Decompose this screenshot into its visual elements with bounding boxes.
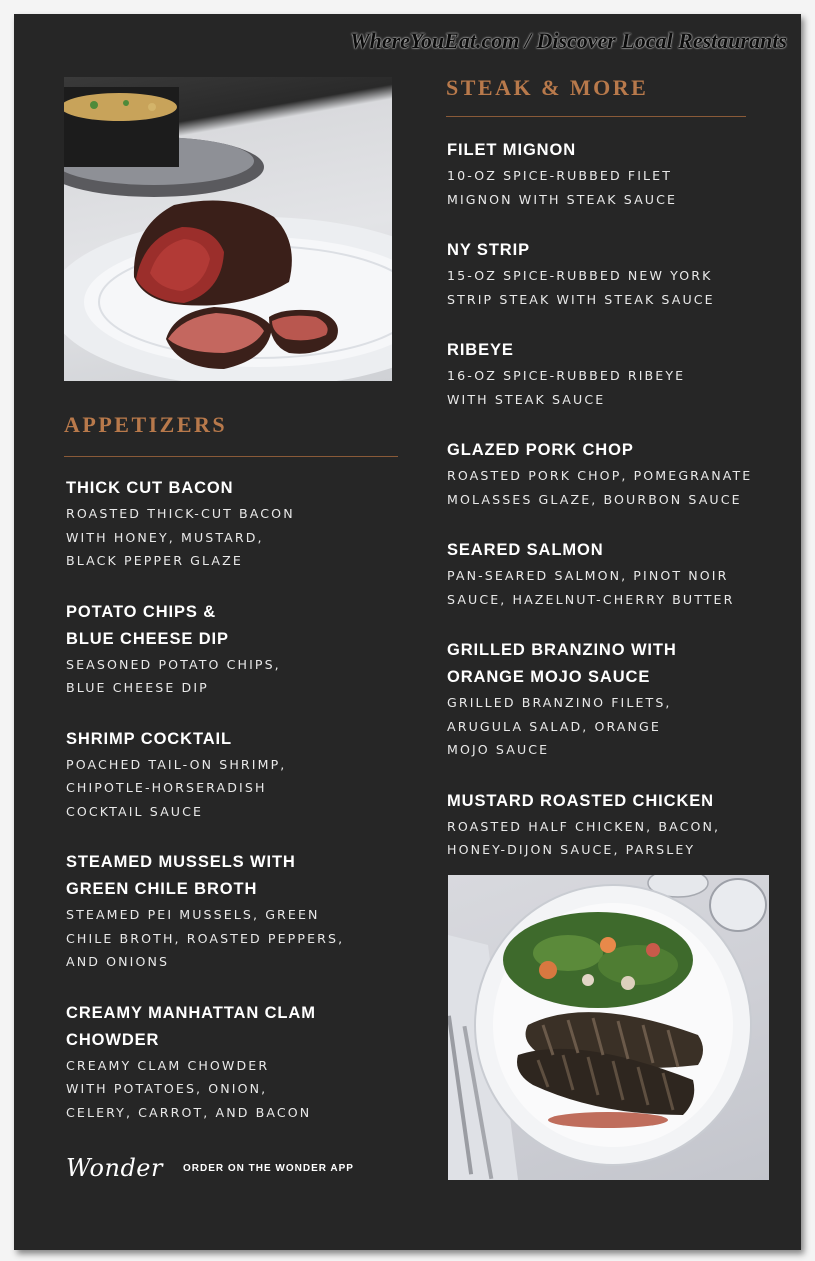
item-name: POTATO CHIPS & BLUE CHEESE DIP xyxy=(66,602,229,648)
item-description: CREAMY CLAM CHOWDER WITH POTATOES, ONION, CELERY, CARROT, AND BACON xyxy=(66,1057,312,1120)
item-description: 16-OZ SPICE-RUBBED RIBEYE WITH STEAK SAUCE xyxy=(447,368,686,407)
appetizers-divider xyxy=(64,456,398,457)
appetizers-list xyxy=(66,475,406,1150)
wonder-logo: Wonder xyxy=(66,1154,163,1182)
menu-item-ny-strip xyxy=(447,237,797,311)
menu-item-ribeye xyxy=(447,337,797,411)
menu-card xyxy=(14,14,801,1250)
item-description: ROASTED THICK-CUT BACON WITH HONEY, MUSTARD, BLACK PEPPER GLAZE xyxy=(66,506,295,568)
item-description: GRILLED BRANZINO FILETS, ARUGULA SALAD, ORANGE MOJO SAUCE xyxy=(447,695,672,757)
menu-item-seared-salmon xyxy=(447,537,797,611)
menu-item-shrimp-cocktail xyxy=(66,726,406,824)
item-name: CREAMY MANHATTAN CLAM CHOWDER xyxy=(66,1003,316,1049)
steak-more-list xyxy=(447,137,797,888)
menu-item-mustard-roasted-chicken xyxy=(447,788,797,862)
item-name: SHRIMP COCKTAIL xyxy=(66,729,232,748)
grilled-branzino-illustration xyxy=(448,875,769,1180)
steak-more-title: STEAK & MORE xyxy=(446,75,649,100)
menu-item-thick-cut-bacon xyxy=(66,475,406,573)
menu-item-steamed-mussels xyxy=(66,849,406,974)
item-description: 10-OZ SPICE-RUBBED FILET MIGNON WITH STEAK SAUCE xyxy=(447,168,678,207)
filet-mignon-photo xyxy=(64,77,392,381)
item-name: THICK CUT BACON xyxy=(66,479,234,497)
item-description: ROASTED HALF CHICKEN, BACON, HONEY-DIJON SAUCE, PARSLEY xyxy=(447,818,721,857)
menu-item-filet-mignon xyxy=(447,137,797,211)
footer xyxy=(66,1154,354,1182)
item-description: POACHED TAIL-ON SHRIMP, CHIPOTLE-HORSERADISH COCKTAIL SAUCE xyxy=(66,756,287,819)
steak-more-divider xyxy=(446,116,746,117)
menu-item-potato-chips xyxy=(66,599,406,700)
menu-item-clam-chowder xyxy=(66,1000,406,1125)
item-name: GRILLED BRANZINO WITH ORANGE MOJO SAUCE xyxy=(447,641,677,686)
filet-mignon-illustration xyxy=(64,77,392,381)
item-description: ROASTED PORK CHOP, POMEGRANATE MOLASSES GLAZE, BOURBON SAUCE xyxy=(447,468,753,507)
item-name: RIBEYE xyxy=(447,341,514,359)
grilled-branzino-photo xyxy=(448,875,769,1180)
item-name: FILET MIGNON xyxy=(447,141,577,159)
appetizers-title: APPETIZERS xyxy=(64,412,228,437)
item-description: PAN-SEARED SALMON, PINOT NOIR SAUCE, HAZELNUT-CHERRY BUTTER xyxy=(447,568,735,607)
menu-item-grilled-branzino xyxy=(447,637,797,762)
item-name: MUSTARD ROASTED CHICKEN xyxy=(447,791,714,810)
item-name: NY STRIP xyxy=(447,241,530,259)
item-description: SEASONED POTATO CHIPS, BLUE CHEESE DIP xyxy=(66,656,281,695)
item-description: 15-OZ SPICE-RUBBED NEW YORK STRIP STEAK WITH STEAK SAUCE xyxy=(447,268,715,307)
menu-item-glazed-pork-chop xyxy=(447,437,797,511)
order-cta-text: ORDER ON THE WONDER APP xyxy=(182,1162,354,1174)
item-name: STEAMED MUSSELS WITH GREEN CHILE BROTH xyxy=(66,853,296,898)
watermark-text: WhereYouEat.com / Discover Local Restaurants xyxy=(350,28,787,53)
item-description: STEAMED PEI MUSSELS, GREEN CHILE BROTH, ROASTED PEPPERS, AND ONIONS xyxy=(66,907,345,969)
item-name: SEARED SALMON xyxy=(447,541,604,559)
item-name: GLAZED PORK CHOP xyxy=(447,441,634,459)
